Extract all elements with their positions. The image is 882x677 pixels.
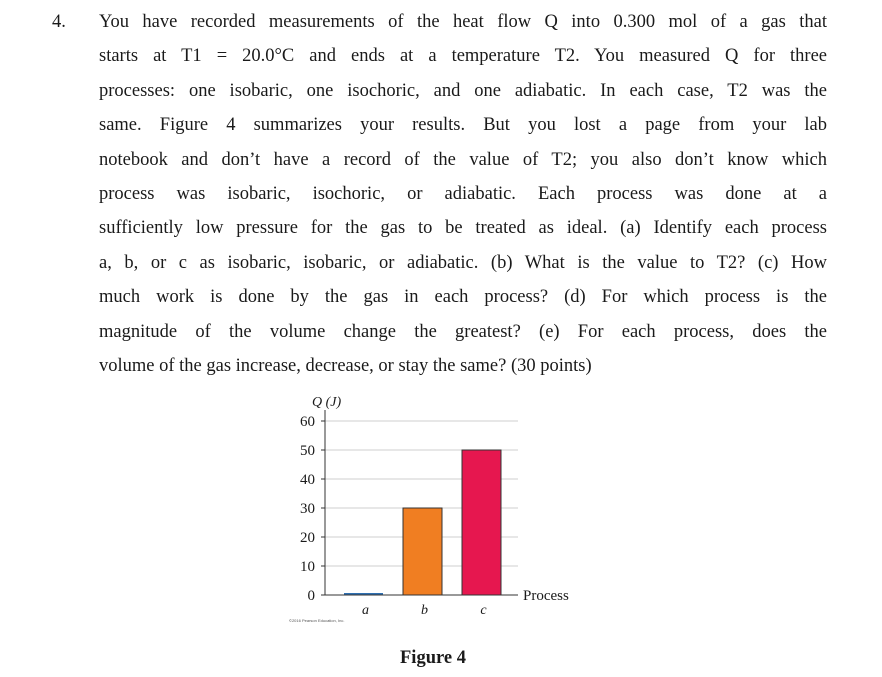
- y-tick-label: 30: [300, 501, 315, 517]
- problem-line-9: much work is done by the gas in each process? (d) For which process is the: [99, 287, 827, 308]
- problem-line-5: notebook and don’t have a record of the value of T2; you also don’t know which: [99, 149, 827, 170]
- y-tick-label: 50: [300, 443, 315, 459]
- x-tick-labels: [362, 603, 487, 618]
- problem-line-3: processes: one isobaric, one isochoric, and one adiabatic. In each case, T2 was the: [99, 80, 827, 101]
- bar-c: [462, 450, 501, 595]
- y-tick-label: 10: [300, 559, 315, 575]
- bar-b: [403, 508, 442, 595]
- problem-line-1: You have recorded measurements of the heat flow Q into 0.300 mol of a gas that: [99, 12, 827, 32]
- problem-line-2: starts at T1 = 20.0°C and ends at a temperature T2. You measured Q for three: [99, 46, 827, 67]
- problem-line-10: magnitude of the volume change the greatest? (e) For each process, does the: [99, 321, 827, 342]
- problem-line-8: a, b, or c as isobaric, isobaric, or adiabatic. (b) What is the value to T2? (c) How: [99, 252, 827, 273]
- problem-line-4: same. Figure 4 summarizes your results. But you lost a page from your lab: [99, 115, 827, 136]
- problem-line-11: volume of the gas increase, decrease, or stay the same? (30 points): [99, 355, 592, 376]
- problem-line-7: sufficiently low pressure for the gas to be treated as ideal. (a) Identify each process: [99, 218, 827, 239]
- y-tick-label: 60: [300, 414, 315, 430]
- problem-line-6: process was isobaric, isochoric, or adiabatic. Each process was done at a: [99, 183, 827, 204]
- y-tick-label: 20: [300, 530, 315, 546]
- figure-caption: Figure 4: [400, 648, 466, 668]
- copyright-credit: ©2016 Pearson Education, Inc.: [289, 618, 345, 623]
- problem-number: 4.: [52, 12, 66, 32]
- x-tick-label-b: b: [421, 603, 428, 618]
- x-tick-label-a: a: [362, 603, 369, 618]
- y-tick-label: 0: [307, 588, 315, 604]
- x-tick-label-c: c: [480, 603, 487, 618]
- y-tick-labels: [300, 414, 325, 604]
- y-axis-label: Q (J): [312, 395, 342, 410]
- bars: [344, 450, 501, 595]
- y-tick-label: 40: [300, 472, 315, 488]
- x-axis-label: Process: [523, 588, 569, 604]
